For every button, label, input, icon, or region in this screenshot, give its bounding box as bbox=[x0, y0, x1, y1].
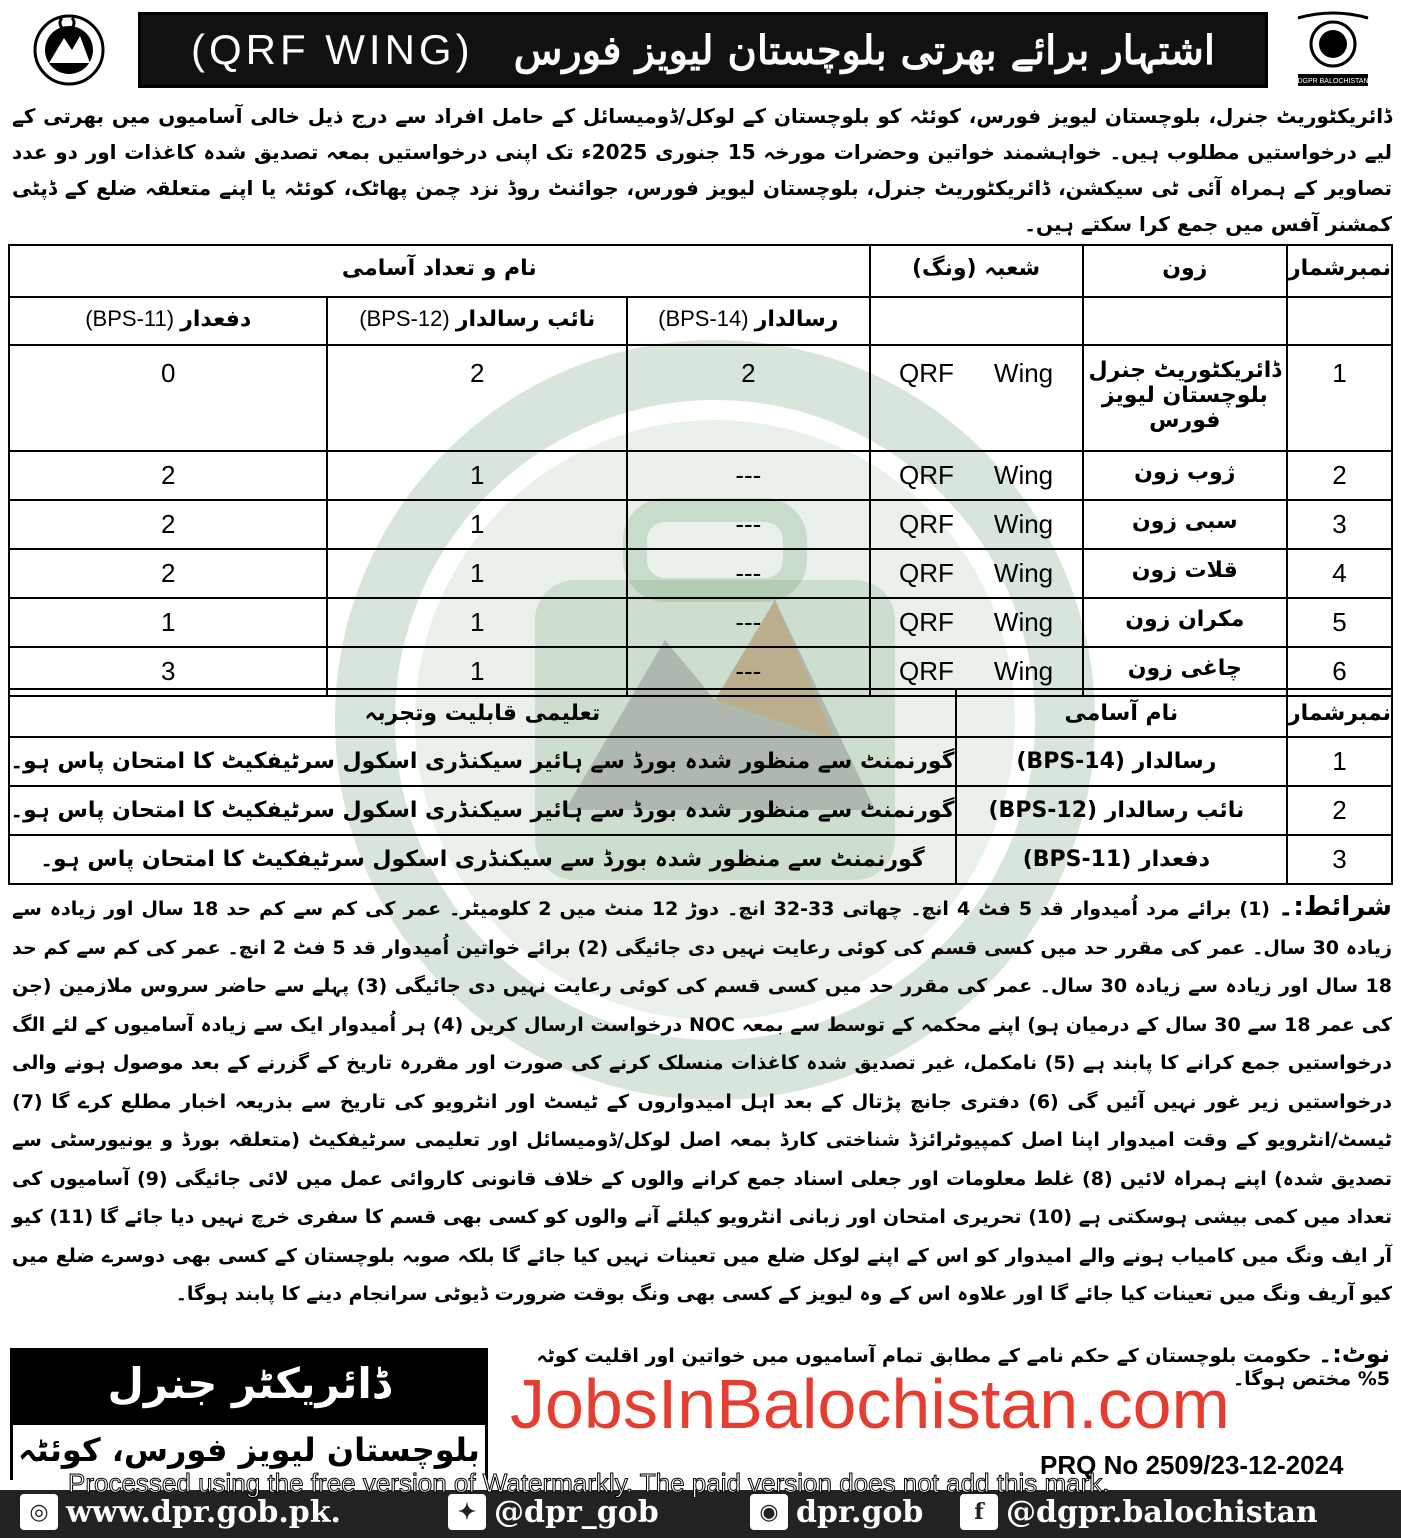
naib-risaldar-header: (BPS-12) نائب رسالدار bbox=[327, 297, 627, 345]
globe-icon: ◎ bbox=[20, 1494, 58, 1530]
table-row bbox=[9, 500, 1392, 549]
table-row bbox=[9, 451, 1392, 500]
serial-cell: 3 bbox=[1287, 835, 1392, 884]
website-watermark: JobsInBalochistan.com bbox=[510, 1365, 1230, 1443]
wing-cell: QRF Wing bbox=[870, 598, 1083, 647]
vacancy-table-subheader bbox=[9, 297, 1392, 345]
wing-cell: QRF Wing bbox=[870, 549, 1083, 598]
vacancy-table bbox=[8, 244, 1393, 697]
risaldar-count: --- bbox=[627, 451, 870, 500]
footer-twitter[interactable]: ✦ @dpr_gob bbox=[448, 1494, 659, 1530]
instagram-icon: ◉ bbox=[750, 1494, 788, 1530]
risaldar-count: --- bbox=[627, 549, 870, 598]
zone-header: زون bbox=[1083, 245, 1287, 297]
naib-count: 1 bbox=[327, 451, 627, 500]
facebook-icon: f bbox=[960, 1494, 998, 1530]
wing-header: شعبہ (ونگ) bbox=[870, 245, 1083, 297]
balochistan-emblem-logo bbox=[14, 8, 124, 88]
risaldar-count: --- bbox=[627, 598, 870, 647]
qualification-cell: گورنمنٹ سے منظور شدہ بورڈ سے سیکنڈری اسکول سرٹیفکیٹ کا امتحان پاس ہو۔ bbox=[9, 835, 956, 884]
naib-count: 1 bbox=[327, 647, 627, 696]
wing-cell: QRF Wing bbox=[870, 451, 1083, 500]
note-label: نوٹ:۔ bbox=[1318, 1340, 1390, 1368]
twitter-icon: ✦ bbox=[448, 1494, 486, 1530]
naib-count: 1 bbox=[327, 598, 627, 647]
zone-cell: قلات زون bbox=[1083, 549, 1287, 598]
director-general-title: ڈائریکٹر جنرل bbox=[107, 1359, 391, 1408]
table-row bbox=[9, 598, 1392, 647]
director-general-signature bbox=[10, 1348, 488, 1480]
title-urdu: اشتہار برائے بھرتی بلوچستان لیویز فورس bbox=[513, 26, 1215, 74]
zone-cell: ژوب زون bbox=[1083, 451, 1287, 500]
dafadar-count: 2 bbox=[9, 549, 327, 598]
qualification-table-header bbox=[9, 689, 1392, 737]
dgpr-logo-caption: DGPR BALOCHISTAN bbox=[1297, 78, 1369, 85]
footer-facebook[interactable]: f @dgpr.balochistan bbox=[960, 1494, 1318, 1530]
risaldar-count: --- bbox=[627, 647, 870, 696]
post-cell: رسالدار (BPS-14) bbox=[956, 737, 1287, 786]
post-cell: دفعدار (BPS-11) bbox=[956, 835, 1287, 884]
table-row bbox=[9, 737, 1392, 786]
qualification-header: تعلیمی قابلیت وتجربہ bbox=[9, 689, 956, 737]
serial-cell: 1 bbox=[1287, 345, 1392, 451]
title-english: (QRF WING) bbox=[190, 26, 474, 73]
dafadar-count: 1 bbox=[9, 598, 327, 647]
serial-cell: 3 bbox=[1287, 500, 1392, 549]
footer-instagram[interactable]: ◉ dpr.gob bbox=[750, 1494, 923, 1530]
zone-cell: ڈائریکٹوریٹ جنرل بلوچستان لیویز فورس bbox=[1083, 345, 1287, 451]
serial-cell: 5 bbox=[1287, 598, 1392, 647]
posts-header: نام و تعداد آسامی bbox=[9, 245, 870, 297]
conditions-label: شرائط:۔ bbox=[1278, 892, 1392, 922]
director-general-subtitle: بلوچستان لیویز فورس، کوئٹہ bbox=[13, 1425, 485, 1480]
title-bar bbox=[138, 12, 1268, 88]
qualification-cell: گورنمنٹ سے منظور شدہ بورڈ سے ہائیر سیکنڈری اسکول سرٹیفکیٹ کا امتحان پاس ہو۔ bbox=[9, 737, 956, 786]
wing-cell: QRF Wing bbox=[870, 345, 1083, 451]
serial-cell: 1 bbox=[1287, 737, 1392, 786]
wing-cell: QRF Wing bbox=[870, 500, 1083, 549]
serial-header: نمبرشمار bbox=[1287, 689, 1392, 737]
note-text: حکومت بلوچستان کے حکم نامے کے مطابق تمام آسامیوں میں خواتین اور اقلیت کوٹہ 5% مختص ہوگا۔ bbox=[536, 1345, 1390, 1390]
table-row bbox=[9, 835, 1392, 884]
serial-header: نمبرشمار bbox=[1287, 245, 1392, 297]
prq-number: PRQ No 2509/23-12-2024 bbox=[1040, 1450, 1344, 1480]
risaldar-count: --- bbox=[627, 500, 870, 549]
serial-cell: 4 bbox=[1287, 549, 1392, 598]
processing-watermark: Processed using the free version of Watermarkly. The paid version does not add this mark. bbox=[68, 1468, 1110, 1498]
conditions-paragraph bbox=[12, 888, 1392, 1314]
risaldar-count: 2 bbox=[627, 345, 870, 451]
conditions-text: (1) برائے مرد اُمیدوار قد 5 فٹ 4 انچ۔ چھاتی 33-32 انچ۔ دوڑ 12 منٹ میں 2 کلومیٹر۔ عمر کی کم سے کم حد 18 سال اور زیادہ سے زیادہ 30 سال۔ عمر کی مقرر حد میں کسی قسم کی کوئی رعایت نہیں دی جائیگی (2) برائے خواتین اُمیدوار قد 5 فٹ 2 انچ۔ عمر کی کم سے کم حد 18 سال اور زیادہ سے زیادہ 30 سال۔ عمر کی مقرر حد میں کسی قسم کی کوئی رعایت نہیں دی جائیگی (3) پہلے سے حاضر سروس ملازمین (جن کی عمر 18 سے 30 سال کے درمیان ہو) اپنے محکمہ کے توسط سے بمعہ NOC درخواست ارسال کریں (4) ہر اُمیدوار ایک سے زیادہ آسامیوں کے لئے الگ درخواستیں جمع کرانے کا پابند ہے (5) نامکمل، غیر تصدیق شدہ کاغذات منسلک کرنے کی صورت اور مقررہ تاریخ کے گزرنے کے بعد موصول ہونے والی درخواستیں زیر غور نہیں آئیں گی (6) دفتری جانچ پڑتال کے بعد اہل امیدواروں کے ٹیسٹ اور انٹرویو کی تاریخ سے بذریعہ اخبار مطلع کرے گا (7) ٹیسٹ/انٹرویو کے وقت امیدوار اپنا اصل کمپیوٹرائزڈ شناختی کارڈ بمعہ اصل لوکل/ڈومیسائل اور تعلیمی سرٹیفکیٹ (متعلقہ بورڈ و یونیورسٹی سے تصدیق شدہ) اپنے ہمراہ لائیں (8) غلط معلومات اور جعلی اسناد جمع کرانے والوں کے خلاف قانونی کاروائی عمل میں لائی جائیگی (9) آسامیوں کی تعداد میں کمی بیشی ہوسکتی ہے (10) تحریری امتحان اور زبانی انٹرویو کیلئے آنے والوں کو کسی بھی قسم کا سفری خرچ نہیں دیا جائے گا (11) کیو آر ایف ونگ میں کامیاب ہونے والے امیدوار کو اس کے اپنے لوکل ضلع میں تعینات نہیں کیا جائے گا بلکہ صوبہ بلوچستان کے کسی بھی دوسرے ضلع میں کیو آریف ونگ میں تعینات کیا جائے گا اور علاوہ اس کے وہ لیویز کے کسی بھی ونگ بوقت ضرورت ڈیوٹی سرانجام دینے کا پابند ہوگا۔ bbox=[12, 898, 1393, 1305]
serial-cell: 2 bbox=[1287, 451, 1392, 500]
dafadar-count: 2 bbox=[9, 500, 327, 549]
vacancy-table-header bbox=[9, 245, 1392, 297]
qualification-cell: گورنمنٹ سے منظور شدہ بورڈ سے ہائیر سیکنڈری اسکول سرٹیفکیٹ کا امتحان پاس ہو۔ bbox=[9, 786, 956, 835]
dafadar-header: (BPS-11) دفعدار bbox=[9, 297, 327, 345]
naib-count: 1 bbox=[327, 500, 627, 549]
qualification-table bbox=[8, 688, 1393, 885]
dafadar-count: 2 bbox=[9, 451, 327, 500]
serial-cell: 6 bbox=[1287, 647, 1392, 696]
post-cell: نائب رسالدار (BPS-12) bbox=[956, 786, 1287, 835]
serial-cell: 2 bbox=[1287, 786, 1392, 835]
naib-count: 2 bbox=[327, 345, 627, 451]
footer-website[interactable]: ◎ www.dpr.gob.pk. bbox=[20, 1494, 341, 1530]
intro-paragraph: ڈائریکٹوریٹ جنرل، بلوچستان لیویز فورس، کوئٹہ کو بلوچستان کے لوکل/ڈومیسائل کے حامل افراد سے درج ذیل خالی آسامیوں میں بھرتی کے لیے درخواستیں مطلوب ہیں۔ خواہشمند خواتین وحضرات مورخہ 15 جنوری 2025ء تک اپنی درخواستیں بمعہ تصدیق شدہ کاغذات اور دو عدد تصاویر کے ہمراہ آئی ٹی سیکشن، ڈائریکٹوریٹ جنرل، بلوچستان لیویز فورس، جوائنٹ روڈ نزد چمن پھاٹک، کوئٹہ یا اپنے متعلقہ ضلع کے ڈپٹی کمشنر آفس میں جمع کرا سکتے ہیں۔ bbox=[12, 104, 1393, 236]
zone-cell: سبی زون bbox=[1083, 500, 1287, 549]
table-row bbox=[9, 786, 1392, 835]
dafadar-count: 0 bbox=[9, 345, 327, 451]
wing-cell: QRF Wing bbox=[870, 647, 1083, 696]
table-row bbox=[9, 549, 1392, 598]
table-row bbox=[9, 345, 1392, 451]
risaldar-header: (BPS-14) رسالدار bbox=[627, 297, 870, 345]
naib-count: 1 bbox=[327, 549, 627, 598]
post-header: نام آسامی bbox=[956, 689, 1287, 737]
zone-cell: چاغی زون bbox=[1083, 647, 1287, 696]
dgpr-balochistan-logo bbox=[1278, 8, 1388, 88]
dafadar-count: 3 bbox=[9, 647, 327, 696]
zone-cell: مکران زون bbox=[1083, 598, 1287, 647]
